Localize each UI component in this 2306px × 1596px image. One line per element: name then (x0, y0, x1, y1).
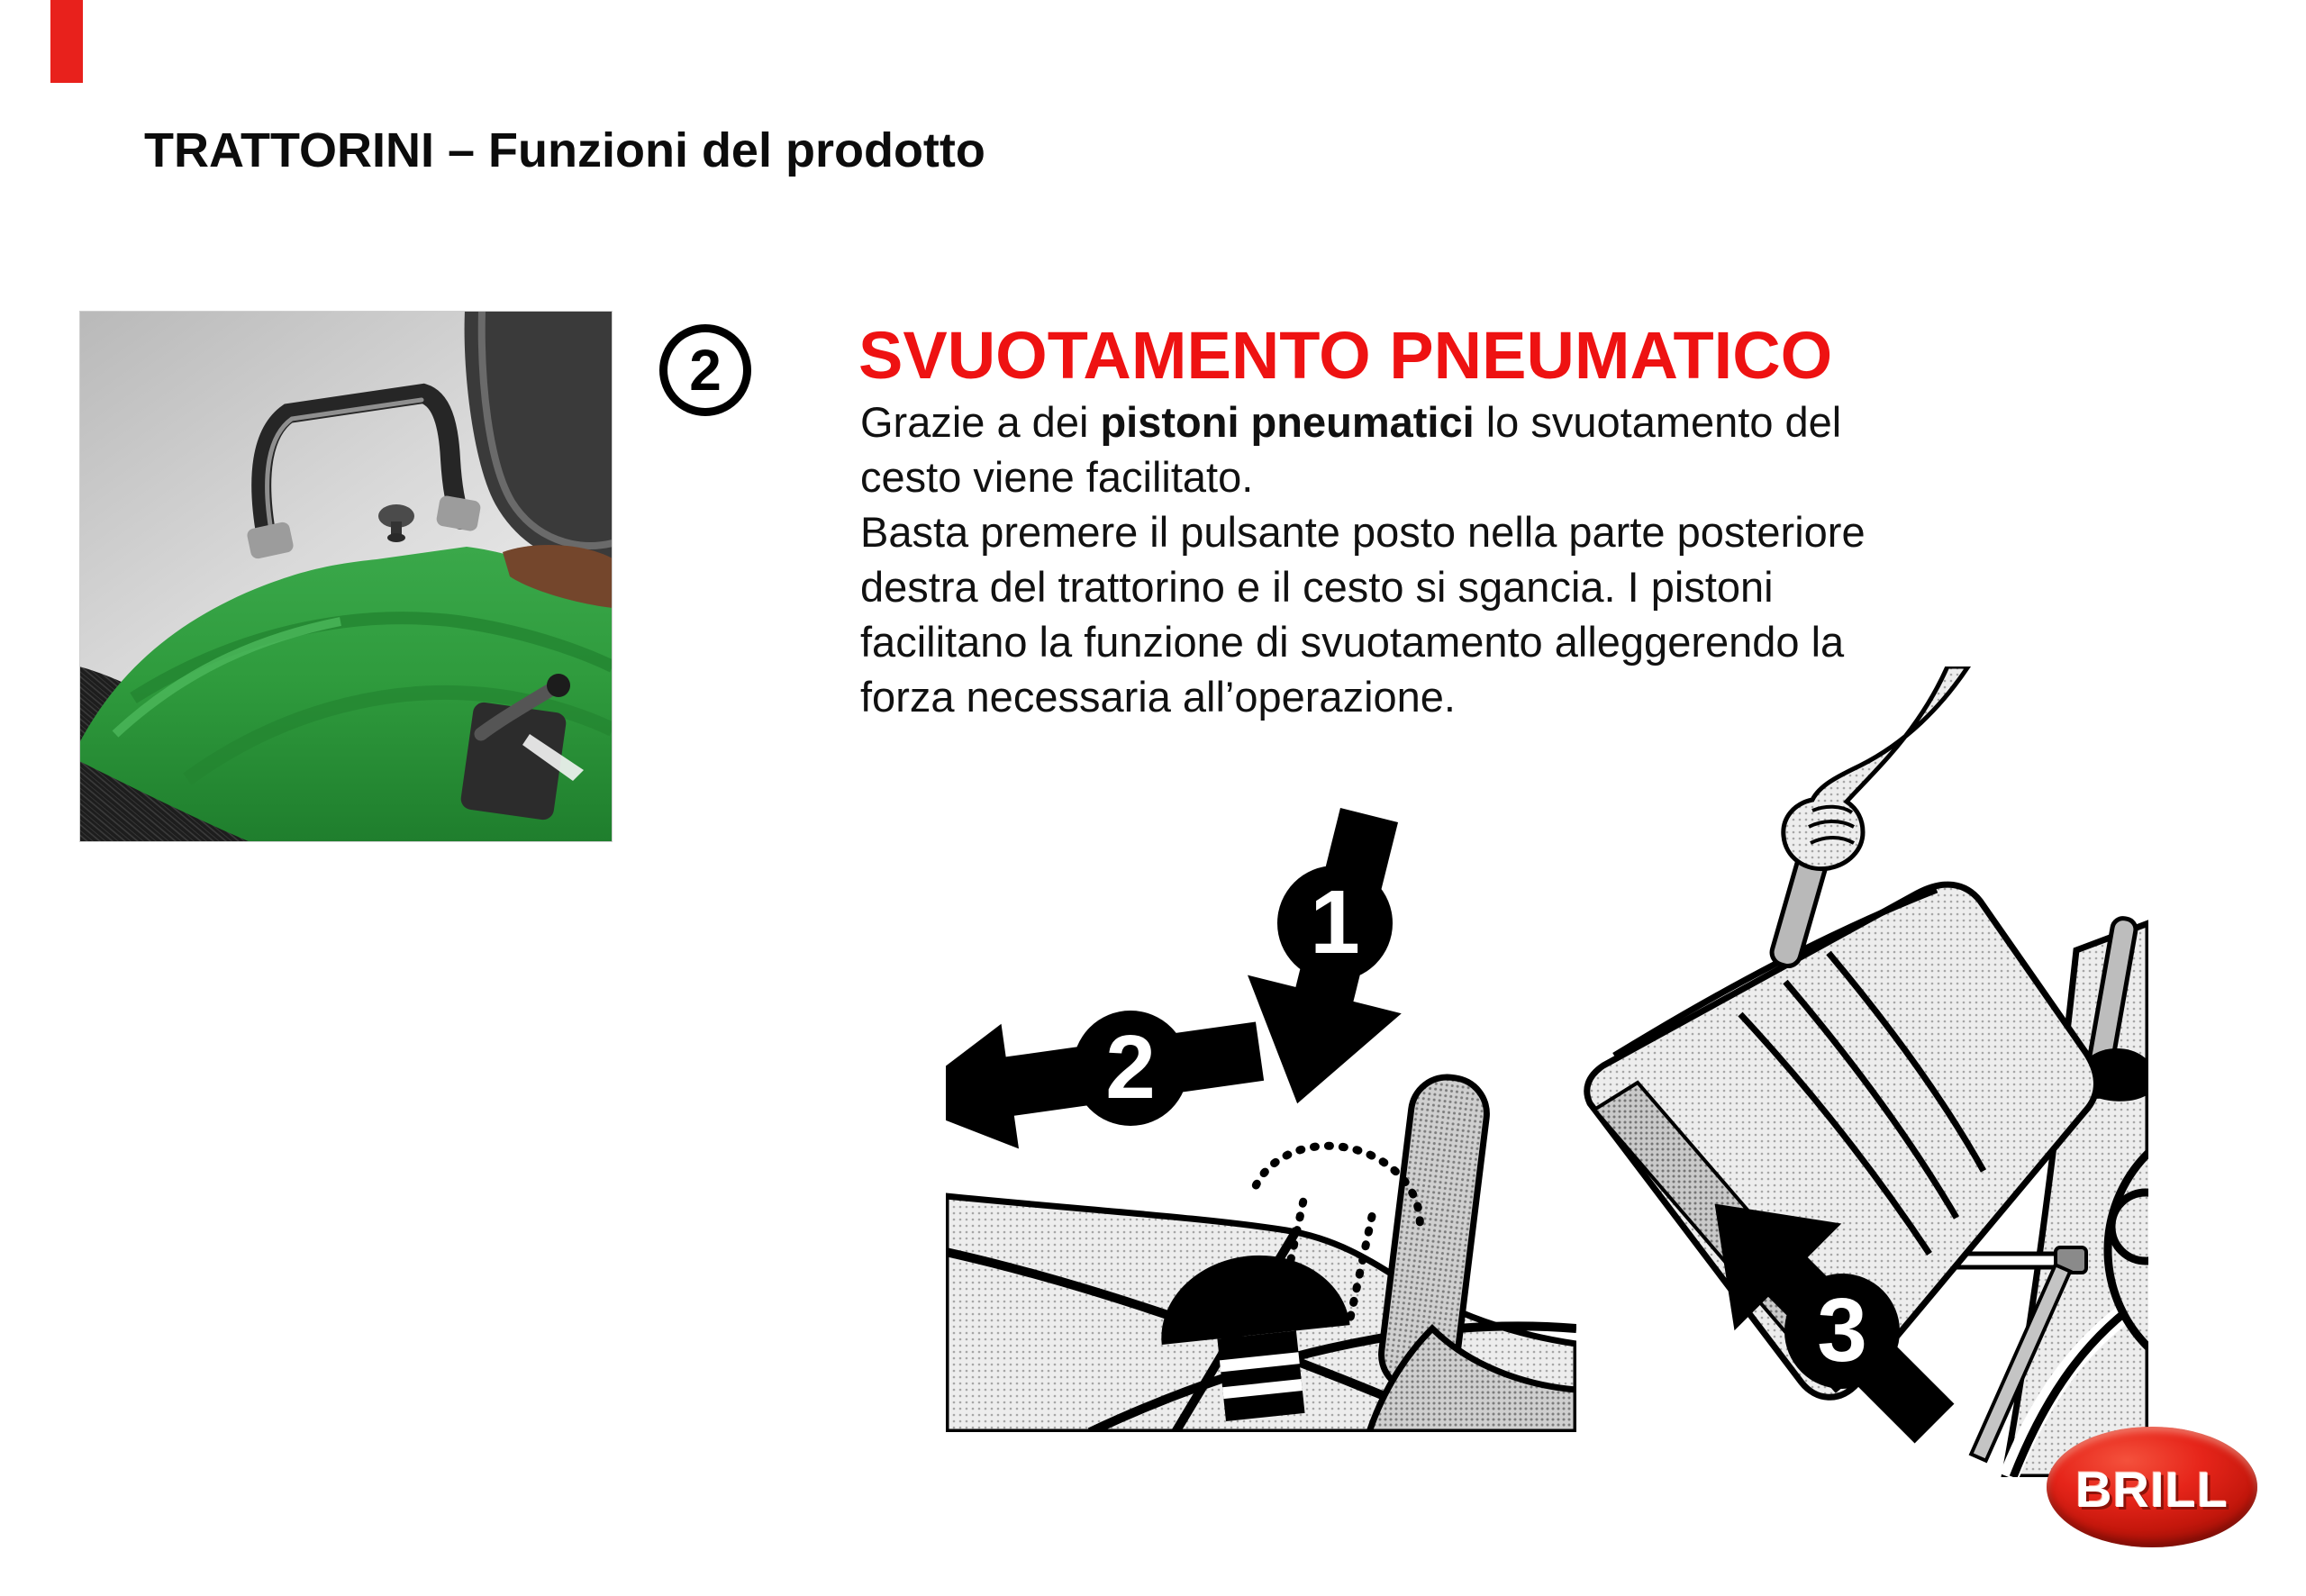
body-line5: facilitano la funzione di svuotamento alleggerendo la (860, 618, 1845, 666)
brill-logo (2047, 1427, 2257, 1547)
body-line1-pre: Grazie a dei (860, 398, 1101, 446)
step-2-label: 2 (1105, 1017, 1156, 1118)
step-3-label: 3 (1817, 1280, 1867, 1381)
body-line4: destra del trattorino e il cesto si sgancia. I pistoni (860, 563, 1774, 611)
hand-arm (1784, 667, 1968, 869)
section-heading: SVUOTAMENTO PNEUMATICO (858, 318, 1833, 393)
brill-logo-text: BRILL (2075, 1460, 2229, 1518)
step-number-badge (659, 324, 751, 416)
red-corner-bar (50, 0, 83, 83)
step-1-label: 1 (1310, 872, 1360, 973)
release-knob-base (387, 533, 405, 542)
step-number: 2 (689, 338, 722, 403)
figure-press-button (946, 802, 1576, 1432)
page-title: TRATTORINI – Funzioni del prodotto (144, 123, 985, 177)
body-line2: cesto viene facilitato. (860, 453, 1254, 501)
tractor-rear-photo (79, 311, 613, 842)
body-line6: forza necessaria all’operazione. (860, 673, 1456, 721)
body-line1-bold: pistoni pneumatici (1100, 398, 1475, 446)
lever-knob (547, 674, 570, 697)
body-line1-post: lo svuotamento del (1474, 398, 1842, 446)
figure-empty-basket (1558, 667, 2148, 1477)
body-line3: Basta premere il pulsante posto nella parte posteriore (860, 508, 1866, 556)
